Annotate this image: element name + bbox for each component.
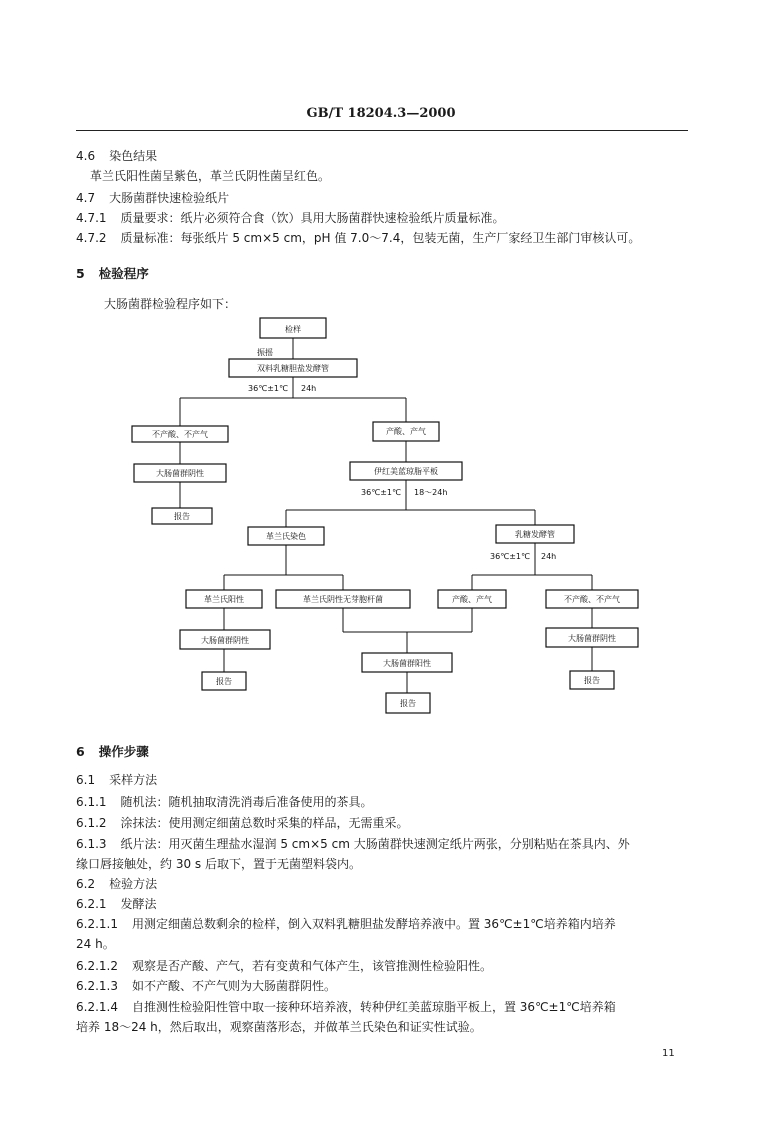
incubation-temperature-label: 36℃±1℃ <box>490 552 530 561</box>
no-acid-no-gas-label: 不产酸、不产气 <box>152 430 208 439</box>
section-6-2-1-3 <box>76 978 692 994</box>
section-6-heading <box>76 744 692 760</box>
incubation-temperature-label: 36℃±1℃ <box>248 384 288 393</box>
incubation-time-label: 24h <box>301 384 317 393</box>
paragraph-text: 如不产酸、不产气则为大肠菌群阴性。 <box>131 979 336 993</box>
page-number: 11 <box>662 1048 675 1059</box>
report-label: 报告 <box>400 699 416 708</box>
acid-gas-label: 产酸、产气 <box>386 427 426 436</box>
section-number: 5 <box>76 266 85 281</box>
paragraph-text: 用测定细菌总数剩余的检样，倒入双料乳糖胆盐发酵培养液中。置 36℃±1℃培养箱内培养 <box>131 917 616 931</box>
section-number: 6.2.1 <box>76 897 107 911</box>
coliform-negative-label: 大肠菌群阴性 <box>156 469 204 478</box>
section-title: 染色结果 <box>109 149 158 163</box>
coliform-negative-label: 大肠菌群阴性 <box>568 634 616 643</box>
paragraph-text: 纸片法：用灭菌生理盐水湿润 5 cm×5 cm 大肠菌群快速测定纸片两张，分别粘贴在茶具内、外 <box>120 837 630 851</box>
section-number: 6.1.2 <box>76 816 107 830</box>
section-number: 4.6 <box>76 149 96 163</box>
section-number: 6.2.1.3 <box>76 979 118 993</box>
gram-negative-label: 革兰氏阴性无芽胞杆菌 <box>303 595 383 604</box>
section-number: 4.7.2 <box>76 231 107 245</box>
section-number: 4.7 <box>76 191 96 205</box>
section-6-1-3 <box>76 836 692 852</box>
coliform-negative-label: 大肠菌群阴性 <box>201 636 249 645</box>
section-title: 发酵法 <box>120 897 157 911</box>
incubation-temperature-label: 36℃±1℃ <box>361 488 401 497</box>
paragraph-text: 革兰氏阳性菌呈紫色，革兰氏阴性菌呈红色。 <box>90 169 331 183</box>
incubation-time-label: 18～24h <box>414 488 448 497</box>
document-header: GB/T 18204.3—2000 <box>306 106 456 121</box>
gram-positive-label: 革兰氏阳性 <box>204 595 244 604</box>
section-number: 4.7.1 <box>76 211 107 225</box>
paragraph-text: 24 h。 <box>76 937 115 951</box>
paragraph-text: 缘口唇接触处，约 30 s 后取下，置于无菌塑料袋内。 <box>76 857 361 871</box>
paragraph-text: 培养 18～24 h，然后取出，观察菌落形态，并做革兰氏染色和证实性试验。 <box>76 1020 482 1034</box>
paragraph-text: 质量要求：纸片必须符合食（饮）具用大肠菌群快速检验纸片质量标准。 <box>120 211 505 225</box>
section-title: 检验程序 <box>98 266 149 281</box>
fermentation-tube-label: 双料乳糖胆盐发酵管 <box>257 364 329 373</box>
section-6-2-1-2 <box>76 958 692 974</box>
report-label: 报告 <box>174 512 190 521</box>
paragraph-text: 涂抹法：使用测定细菌总数时采集的样品，无需重采。 <box>120 816 409 830</box>
section-title: 检验方法 <box>109 877 158 891</box>
section-title: 采样方法 <box>109 773 158 787</box>
incubation-time-label: 24h <box>541 552 557 561</box>
paragraph-continuation <box>76 856 692 872</box>
report-label: 报告 <box>584 676 600 685</box>
gram-stain-label: 革兰氏染色 <box>266 532 306 541</box>
section-number: 6.2.1.4 <box>76 1000 118 1014</box>
section-number: 6.1 <box>76 773 96 787</box>
section-number: 6.2.1.2 <box>76 959 118 973</box>
section-number: 6.2 <box>76 877 96 891</box>
sample-label: 检样 <box>285 325 301 334</box>
paragraph-continuation <box>76 936 692 952</box>
section-6-2 <box>76 876 692 892</box>
section-6-1 <box>76 772 692 788</box>
section-number: 6.2.1.1 <box>76 917 118 931</box>
section-title: 操作步骤 <box>98 744 149 759</box>
coliform-positive-label: 大肠菌群阳性 <box>383 659 431 668</box>
section-number: 6 <box>76 744 85 759</box>
section-6-1-2 <box>76 815 692 831</box>
no-acid-no-gas-label: 不产酸、不产气 <box>564 595 620 604</box>
paragraph-text: 观察是否产酸、产气，若有变黄和气体产生，该管推测性检验阳性。 <box>131 959 492 973</box>
section-6-1-1 <box>76 794 692 810</box>
section-6-2-1-1 <box>76 916 692 932</box>
shake-label: 振摇 <box>257 348 273 357</box>
section-title: 大肠菌群快速检验纸片 <box>109 191 230 205</box>
paragraph-text: 随机法：随机抽取清洗消毒后准备使用的茶具。 <box>120 795 373 809</box>
paragraph-text: 自推测性检验阳性管中取一接种环培养液，转种伊红美蓝琼脂平板上，置 36℃±1℃培养箱 <box>131 1000 616 1014</box>
paragraph-text: 质量标准：每张纸片 5 cm×5 cm，pH 值 7.0～7.4，包装无菌，生产厂家经卫生部门审核认可。 <box>120 231 641 245</box>
emb-plate-label: 伊红美蓝琼脂平板 <box>374 467 438 476</box>
paragraph-continuation <box>76 1019 692 1035</box>
paragraph-text: 大肠菌群检验程序如下： <box>104 297 237 311</box>
section-number: 6.1.1 <box>76 795 107 809</box>
report-label: 报告 <box>216 677 232 686</box>
acid-gas-label: 产酸、产气 <box>452 595 492 604</box>
section-6-2-1 <box>76 896 692 912</box>
section-6-2-1-4 <box>76 999 692 1015</box>
section-number: 6.1.3 <box>76 837 107 851</box>
lactose-tube-label: 乳糖发酵管 <box>515 530 555 539</box>
